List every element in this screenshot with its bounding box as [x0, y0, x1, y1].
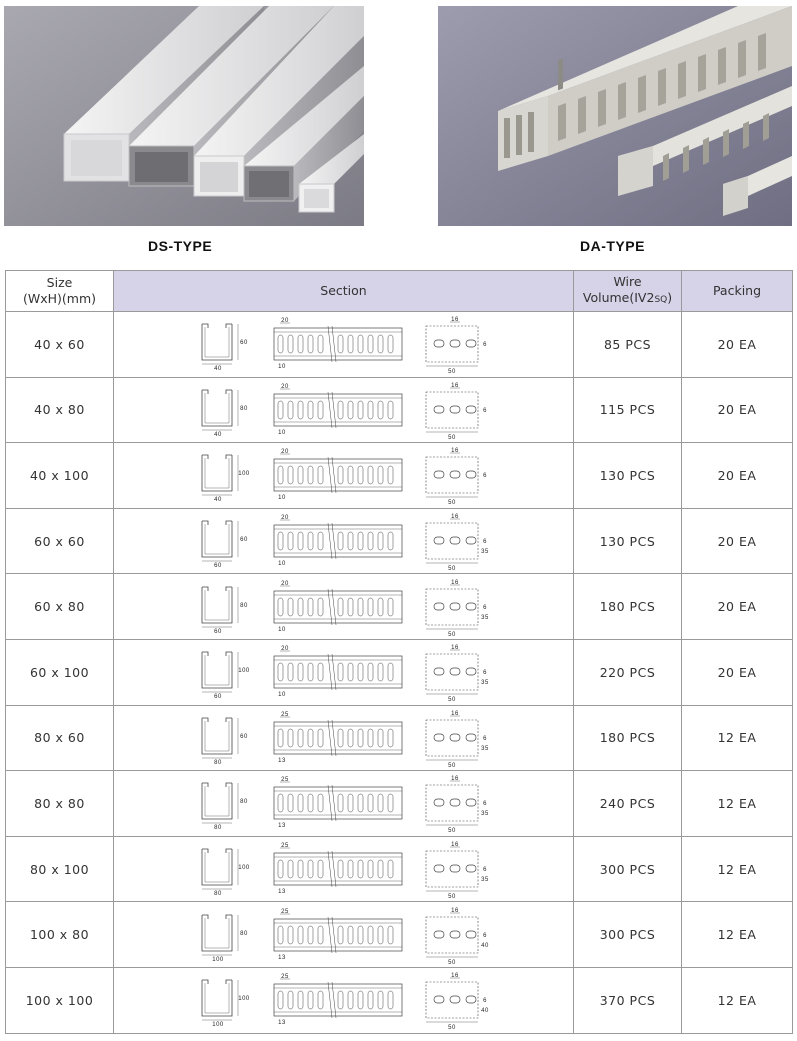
cross-section-height-label: 60	[239, 537, 248, 544]
section-drawing	[194, 970, 494, 1030]
cross-section-width-label: 40	[213, 431, 222, 438]
mounting-holes	[426, 978, 478, 1022]
section-drawing-cell	[114, 639, 574, 705]
header-wire-sub: SQ	[654, 295, 668, 305]
wire-volume-cell: 180 PCS	[574, 574, 682, 640]
hole-offset-label: 6	[482, 670, 487, 677]
cross-section-width-label: 60	[213, 628, 222, 635]
side-elevation	[274, 782, 402, 821]
wire-volume-cell: 115 PCS	[574, 377, 682, 443]
specification-table	[5, 270, 793, 1034]
slot-pitch-label: 10	[277, 626, 286, 633]
size-cell: 60 x 60	[6, 508, 114, 574]
hole-spacing-label: 40	[480, 1008, 489, 1015]
slot-pitch-label: 13	[277, 889, 286, 896]
cross-section-profile	[202, 521, 238, 561]
mounting-holes	[426, 519, 478, 563]
header-wire-volume	[574, 271, 682, 312]
packing-cell: 20 EA	[682, 508, 793, 574]
hole-spacing-label: 35	[480, 614, 489, 621]
wire-volume-cell: 130 PCS	[574, 508, 682, 574]
mounting-holes	[426, 716, 478, 760]
cross-section-profile	[202, 587, 238, 627]
cross-section-height-label: 60	[239, 340, 248, 347]
cross-section-width-label: 80	[213, 891, 222, 898]
hole-spacing-label: 35	[480, 549, 489, 556]
section-drawing	[194, 708, 494, 768]
hole-size-label: 16	[450, 776, 459, 783]
packing-cell: 12 EA	[682, 771, 793, 837]
hole-offset-label: 6	[482, 867, 487, 874]
packing-cell: 12 EA	[682, 902, 793, 968]
base-length-label: 50	[447, 959, 456, 965]
size-cell: 40 x 60	[6, 312, 114, 378]
hole-offset-label: 6	[482, 342, 487, 349]
hole-size-label: 16	[450, 382, 459, 389]
hole-spacing-label: 35	[480, 877, 489, 884]
table-row	[6, 508, 793, 574]
slot-width-label: 20	[280, 515, 289, 522]
ds-type-photo	[4, 6, 364, 226]
header-wire-line1: Wire	[613, 274, 642, 289]
ds-type-caption: DS-TYPE	[148, 238, 213, 254]
mounting-holes	[426, 781, 478, 825]
size-cell: 100 x 80	[6, 902, 114, 968]
section-drawing-cell	[114, 508, 574, 574]
size-cell: 40 x 100	[6, 443, 114, 509]
cross-section-profile	[202, 849, 238, 889]
section-drawing	[194, 839, 494, 899]
section-drawing-cell	[114, 312, 574, 378]
base-length-label: 50	[447, 631, 456, 637]
hole-size-label: 16	[450, 973, 459, 980]
slot-width-label: 20	[280, 580, 289, 587]
wire-volume-cell: 370 PCS	[574, 967, 682, 1033]
slot-pitch-label: 13	[277, 757, 286, 764]
cross-section-width-label: 60	[213, 694, 222, 701]
section-drawing	[194, 511, 494, 571]
section-drawing	[194, 577, 494, 637]
mounting-holes	[426, 388, 478, 432]
base-length-label: 50	[447, 828, 456, 834]
section-drawing-cell	[114, 836, 574, 902]
side-elevation	[274, 651, 402, 690]
cross-section-height-label: 100	[237, 865, 250, 872]
table-row	[6, 902, 793, 968]
wire-volume-cell: 300 PCS	[574, 902, 682, 968]
cross-section-width-label: 40	[213, 497, 222, 504]
cross-section-width-label: 60	[213, 563, 222, 570]
hole-offset-label: 6	[482, 539, 487, 546]
wire-volume-cell: 180 PCS	[574, 705, 682, 771]
section-drawing	[194, 314, 494, 374]
mounting-holes	[426, 585, 478, 629]
cross-section-profile	[202, 390, 238, 430]
wire-volume-cell: 220 PCS	[574, 639, 682, 705]
section-drawing-cell	[114, 377, 574, 443]
side-elevation	[274, 520, 402, 559]
da-type-photo	[438, 6, 792, 226]
mounting-holes	[426, 847, 478, 891]
header-section: Section	[114, 271, 574, 312]
packing-cell: 20 EA	[682, 312, 793, 378]
slot-width-label: 20	[280, 449, 289, 456]
side-elevation	[274, 979, 402, 1018]
hole-spacing-label: 35	[480, 811, 489, 818]
hole-spacing-label: 35	[480, 680, 489, 687]
base-length-label: 50	[447, 894, 456, 900]
cross-section-profile	[202, 324, 238, 364]
mounting-holes	[426, 913, 478, 957]
slot-pitch-label: 13	[277, 823, 286, 830]
hole-size-label: 16	[450, 907, 459, 914]
section-drawing	[194, 445, 494, 505]
cross-section-height-label: 100	[237, 471, 250, 478]
section-drawing	[194, 642, 494, 702]
table-row	[6, 771, 793, 837]
packing-cell: 12 EA	[682, 967, 793, 1033]
base-length-label: 50	[447, 434, 456, 440]
base-length-label: 50	[447, 566, 456, 572]
hole-size-label: 16	[450, 514, 459, 521]
cross-section-height-label: 80	[239, 799, 248, 806]
base-length-label: 50	[447, 762, 456, 768]
packing-cell: 20 EA	[682, 377, 793, 443]
packing-cell: 12 EA	[682, 705, 793, 771]
mounting-holes	[426, 322, 478, 366]
base-length-label: 50	[447, 697, 456, 703]
section-drawing-cell	[114, 705, 574, 771]
packing-cell: 20 EA	[682, 443, 793, 509]
table-row	[6, 639, 793, 705]
size-cell: 40 x 80	[6, 377, 114, 443]
slot-pitch-label: 10	[277, 495, 286, 502]
side-elevation	[274, 848, 402, 887]
hole-size-label: 16	[450, 645, 459, 652]
slot-width-label: 25	[280, 843, 289, 850]
slot-width-label: 25	[280, 711, 289, 718]
hole-size-label: 16	[450, 317, 459, 324]
mounting-holes	[426, 453, 478, 497]
header-wire-close: )	[667, 290, 673, 305]
table-row	[6, 967, 793, 1033]
side-elevation	[274, 454, 402, 493]
cross-section-height-label: 80	[239, 602, 248, 609]
slot-width-label: 25	[280, 908, 289, 915]
size-cell: 80 x 60	[6, 705, 114, 771]
side-elevation	[274, 586, 402, 625]
side-elevation	[274, 323, 402, 362]
cross-section-profile	[202, 718, 238, 758]
slot-width-label: 20	[280, 646, 289, 653]
packing-cell: 20 EA	[682, 639, 793, 705]
size-cell: 100 x 100	[6, 967, 114, 1033]
mounting-holes	[426, 650, 478, 694]
section-drawing	[194, 905, 494, 965]
cross-section-profile	[202, 455, 238, 495]
cross-section-width-label: 40	[213, 366, 222, 373]
hole-size-label: 16	[450, 579, 459, 586]
hole-size-label: 16	[450, 842, 459, 849]
slot-pitch-label: 13	[277, 954, 286, 961]
slot-pitch-label: 13	[277, 1020, 286, 1027]
size-cell: 80 x 80	[6, 771, 114, 837]
table-row	[6, 836, 793, 902]
slot-pitch-label: 10	[277, 561, 286, 568]
hole-offset-label: 6	[482, 407, 487, 414]
size-cell: 80 x 100	[6, 836, 114, 902]
cross-section-height-label: 60	[239, 733, 248, 740]
hole-offset-label: 6	[482, 735, 487, 742]
hole-spacing-label: 40	[480, 942, 489, 949]
base-length-label: 50	[447, 500, 456, 506]
hole-size-label: 16	[450, 710, 459, 717]
table-row	[6, 443, 793, 509]
header-size-line2: (WxH)(mm)	[22, 291, 97, 306]
wire-volume-cell: 240 PCS	[574, 771, 682, 837]
cross-section-profile	[202, 783, 238, 823]
cross-section-height-label: 100	[237, 996, 250, 1003]
cross-section-profile	[202, 915, 238, 955]
header-size	[6, 271, 114, 312]
side-elevation	[274, 914, 402, 953]
header-packing: Packing	[682, 271, 793, 312]
table-row	[6, 705, 793, 771]
size-cell: 60 x 100	[6, 639, 114, 705]
hole-offset-label: 6	[482, 932, 487, 939]
section-drawing-cell	[114, 574, 574, 640]
wire-volume-cell: 130 PCS	[574, 443, 682, 509]
cross-section-width-label: 80	[213, 825, 222, 832]
base-length-label: 50	[447, 1025, 456, 1031]
cross-section-height-label: 80	[239, 930, 248, 937]
cross-section-height-label: 80	[239, 405, 248, 412]
section-drawing	[194, 773, 494, 833]
table-row	[6, 312, 793, 378]
da-type-caption: DA-TYPE	[580, 238, 645, 254]
cross-section-width-label: 100	[211, 1022, 224, 1029]
hole-offset-label: 6	[482, 473, 487, 480]
slot-pitch-label: 10	[277, 429, 286, 436]
section-drawing-cell	[114, 443, 574, 509]
hole-offset-label: 6	[482, 998, 487, 1005]
slot-width-label: 20	[280, 318, 289, 325]
cross-section-profile	[202, 980, 238, 1020]
header-size-line1: Size	[46, 275, 73, 290]
side-elevation	[274, 389, 402, 428]
wire-volume-cell: 85 PCS	[574, 312, 682, 378]
cross-section-profile	[202, 652, 238, 692]
slot-width-label: 20	[280, 383, 289, 390]
side-elevation	[274, 717, 402, 756]
slot-width-label: 25	[280, 777, 289, 784]
hole-offset-label: 6	[482, 801, 487, 808]
hole-offset-label: 6	[482, 604, 487, 611]
slot-pitch-label: 10	[277, 692, 286, 699]
packing-cell: 20 EA	[682, 574, 793, 640]
section-drawing-cell	[114, 967, 574, 1033]
cross-section-width-label: 80	[213, 759, 222, 766]
slot-pitch-label: 10	[277, 364, 286, 371]
cross-section-width-label: 100	[211, 956, 224, 963]
section-drawing	[194, 380, 494, 440]
section-drawing-cell	[114, 902, 574, 968]
wire-volume-cell: 300 PCS	[574, 836, 682, 902]
hole-spacing-label: 35	[480, 745, 489, 752]
base-length-label: 50	[447, 369, 456, 375]
table-row	[6, 574, 793, 640]
size-cell: 60 x 80	[6, 574, 114, 640]
header-wire-line2: Volume(IV2	[582, 290, 655, 305]
hole-size-label: 16	[450, 448, 459, 455]
table-header-row	[6, 271, 793, 312]
packing-cell: 12 EA	[682, 836, 793, 902]
cross-section-height-label: 100	[237, 668, 250, 675]
slot-width-label: 25	[280, 974, 289, 981]
section-drawing-cell	[114, 771, 574, 837]
table-row	[6, 377, 793, 443]
